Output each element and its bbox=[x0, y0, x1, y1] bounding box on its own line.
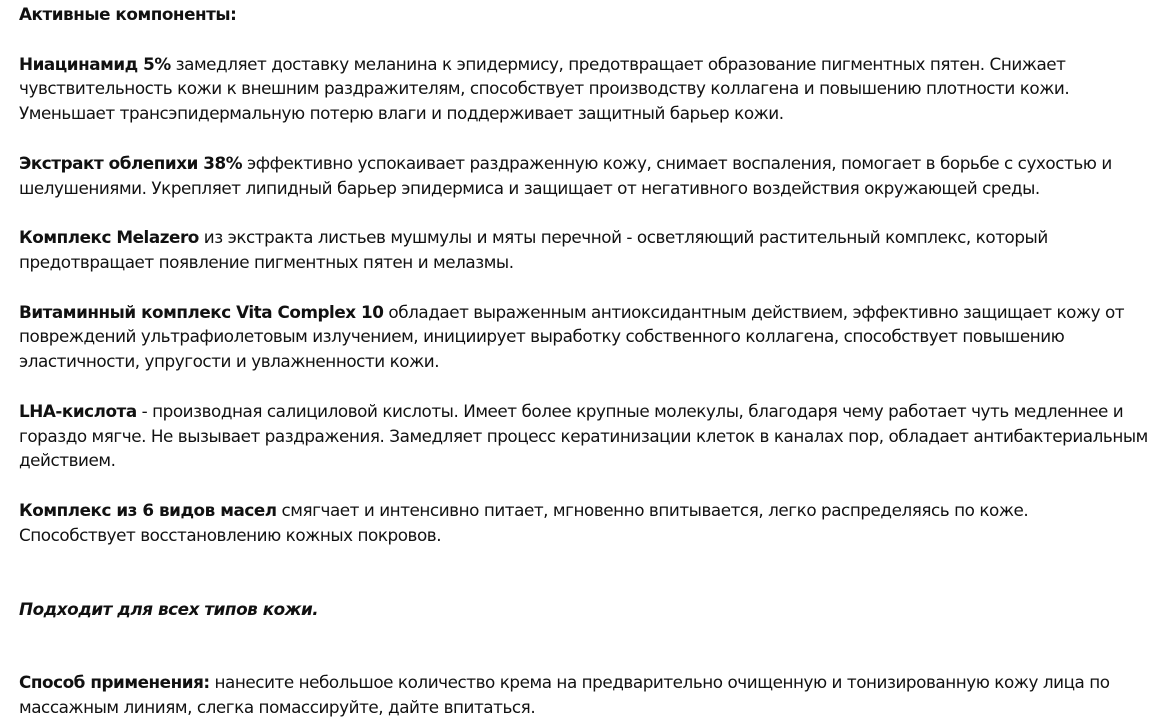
component-lha-acid bbox=[19, 399, 1149, 473]
component-name: Комплекс из 6 видов масел bbox=[19, 499, 277, 520]
component-name: Экстракт облепихи 38% bbox=[19, 152, 243, 173]
component-melazero bbox=[19, 225, 1149, 275]
component-name: Ниацинамид 5% bbox=[19, 53, 171, 74]
spacer bbox=[19, 27, 1149, 52]
spacer bbox=[19, 275, 1149, 300]
usage-label: Способ применения: bbox=[19, 672, 210, 693]
component-text: эффективно успокаивает раздраженную кожу, снимает воспаления, помогает в борьбе с сухостью и шелушениями. Укрепляет липидный барьер эпидермиса и защищает от негативного воздействия окружающей среды. bbox=[19, 152, 1112, 198]
spacer bbox=[19, 200, 1149, 225]
component-name: Витаминный комплекс Vita Complex 10 bbox=[19, 301, 384, 322]
component-name: Комплекс Melazero bbox=[19, 227, 199, 248]
component-text: - производная салициловой кислоты. Имеет более крупные молекулы, благодаря чему работает чуть медленнее и гораздо мягче. Не вызывает раздражения. Замедляет процесс кератинизации клеток в каналах пор, обладает антибактериальным действием. bbox=[19, 400, 1148, 471]
spacer bbox=[19, 621, 1149, 670]
usage-instructions bbox=[19, 670, 1149, 720]
component-sea-buckthorn bbox=[19, 151, 1149, 201]
component-oils bbox=[19, 498, 1149, 548]
component-niacinamide bbox=[19, 52, 1149, 126]
component-text: из экстракта листьев мушмулы и мяты перечной - осветляющий растительный комплекс, который предотвращает появление пигментных пятен и мелазмы. bbox=[19, 227, 1048, 272]
component-vita-complex bbox=[19, 300, 1149, 374]
component-text: смягчает и интенсивно питает, мгновенно впитывается, легко распределяясь по коже. Способствует восстановлению кожных покровов. bbox=[19, 499, 1029, 545]
usage-text: нанесите небольшое количество крема на предварительно очищенную и тонизированную кожу лица по массажным линиям, слегка помассируйте, дайте впитаться. bbox=[19, 672, 1110, 718]
spacer bbox=[19, 548, 1149, 581]
spacer bbox=[19, 126, 1149, 151]
spacer bbox=[19, 374, 1149, 399]
component-text: обладает выраженным антиоксидантным действием, эффективно защищает кожу от повреждений ультрафиолетовым излучением, инициирует выработку собственного коллагена, способствует повышению эластичности, упругости и увлажненности кожи. bbox=[19, 301, 1125, 372]
section-heading: Активные компоненты: bbox=[19, 4, 237, 24]
spacer bbox=[19, 473, 1149, 498]
component-name: LHA-кислота bbox=[19, 400, 137, 421]
component-text: замедляет доставку меланина к эпидермису, предотвращает образование пигментных пятен. Снижает чувствительность кожи к внешним раздражителям, способствует производству коллагена и повышению плотности кожи. Уменьшает трансэпидермальную потерю влаги и поддерживает защитный барьер кожи. bbox=[19, 53, 1070, 124]
suitability-note: Подходит для всех типов кожи. bbox=[19, 598, 319, 619]
